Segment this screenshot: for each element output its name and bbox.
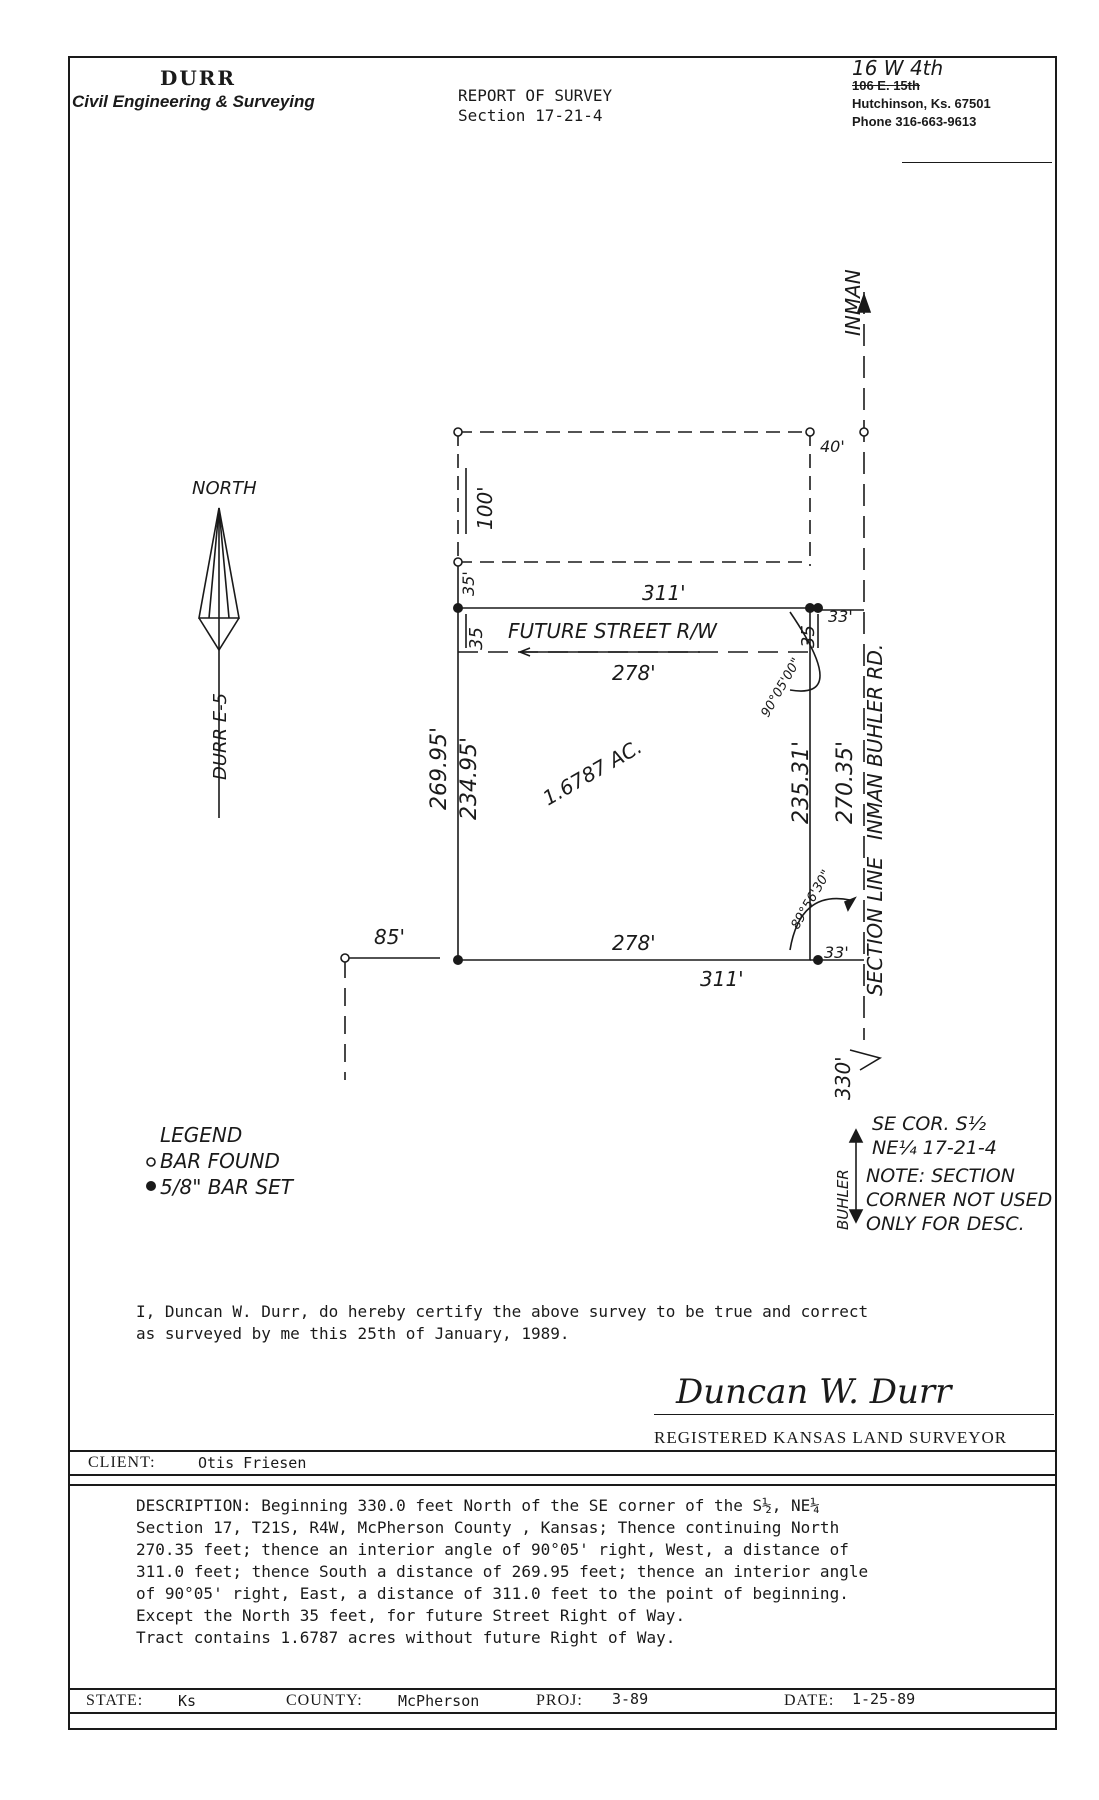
description-rule [70,1484,1055,1486]
state-label: STATE: [86,1692,144,1709]
bar-found-marker [454,428,462,436]
dim-35-top: 35' [459,571,478,596]
dim-26995: 269.95' [427,726,452,810]
report-title: REPORT OF SURVEY [458,86,613,105]
survey-marker [806,428,814,436]
dim-85: 85' [374,925,405,949]
inman-label: INMAN [841,269,865,336]
description-line: Section 17, T21S, R4W, McPherson County , Kansas; Thence continuing North [136,1518,840,1537]
client-label: CLIENT: [88,1454,156,1471]
survey-marker [147,1158,155,1166]
date-label: DATE: [784,1692,835,1709]
dim-33-bottom: 33' [824,943,849,962]
road-label: INMAN BUHLER RD. [863,643,887,840]
note-line2: CORNER NOT USED [866,1189,1053,1211]
survey-marker [813,603,823,613]
certification-line2: as surveyed by me this 25th of January, 1989. [136,1324,570,1343]
angle-top: 90°05'00" [758,655,805,720]
survey-marker [454,558,462,566]
county-value: McPherson [398,1692,480,1710]
bar-set-marker [453,603,463,613]
description-line: 311.0 feet; thence South a distance of 269.95 feet; thence an interior angle [136,1562,869,1581]
description-line: of 90°05' right, East, a distance of 311.0 feet to the point of beginning. [136,1584,849,1603]
dim-311-bottom: 311' [700,967,744,991]
legend-title: LEGEND [160,1123,243,1147]
survey-line [850,1130,862,1142]
note-line3: ONLY FOR DESC. [866,1213,1025,1235]
dim-35-left: 35 [466,627,487,650]
future-row-label: FUTURE STREET R/W [508,619,717,643]
dim-278-bottom: 278' [612,931,656,955]
date-value: 1-25-89 [852,1690,916,1708]
proj-label: PROJ: [536,1692,583,1709]
dim-40: 40' [820,437,845,456]
section-line-label: SECTION LINE [863,856,887,996]
buhler-label: BUHLER [834,1169,852,1230]
dim-2353: 235.31' [789,740,814,824]
surveyor-title: REGISTERED KANSAS LAND SURVEYOR [654,1428,1008,1447]
description-line: Except the North 35 feet, for future Street Right of Way. [136,1606,686,1625]
description-line: DESCRIPTION: Beginning 330.0 feet North of the SE corner of the S½, NE¼ [136,1496,820,1515]
legend-bar-found: BAR FOUND [160,1149,280,1173]
note-line1: NOTE: SECTION [866,1165,1015,1187]
report-section: Section 17-21-4 [458,106,603,125]
dim-278-top: 278' [612,661,656,685]
address-new: 16 W 4th [852,56,944,80]
description-line: 270.35 feet; thence an interior angle of 90°05' right, West, a distance of [136,1540,849,1559]
acreage-label: 1.6787 AC. [538,734,647,811]
description-line: Tract contains 1.6787 acres without future Right of Way. [136,1628,676,1647]
address-city: Hutchinson, Ks. 67501 [852,96,991,111]
survey-marker [813,955,823,965]
survey-marker [341,954,349,962]
dim-33-top: 33' [828,607,853,626]
proj-value: 3-89 [612,1690,649,1708]
surveyor-signature: Duncan W. Durr [676,1372,952,1412]
client-name: Otis Friesen [198,1454,307,1472]
dim-330: 330' [831,1056,855,1100]
dim-27035: 270.35' [833,740,858,824]
survey-marker [860,428,868,436]
vertical-ref-label: DURR E-5 [210,692,231,780]
dim-23495: 234.95' [457,736,482,820]
survey-marker [453,955,463,965]
dim-100: 100' [473,486,497,530]
company-name: DURR [160,66,237,90]
north-label: NORTH [192,478,257,499]
county-label: COUNTY: [286,1692,363,1709]
angle-bottom: 89°56'30" [788,867,835,932]
address-phone: Phone 316-663-9613 [852,114,977,129]
dim-311-top: 311' [642,581,686,605]
north-tract-line [458,432,810,566]
state-value: Ks [178,1692,197,1710]
se-corner-line2: NE¼ 17-21-4 [872,1137,997,1159]
address-old: 106 E. 15th [852,78,920,93]
dim-35-right: 35 [798,625,819,648]
legend-bar-set: 5/8" BAR SET [160,1175,293,1199]
se-corner-line1: SE COR. S½ [872,1113,987,1135]
certification-line1: I, Duncan W. Durr, do hereby certify the above survey to be true and correct [136,1302,869,1321]
survey-marker [146,1181,156,1191]
company-subtitle: Civil Engineering & Surveying [72,92,315,111]
signature-rule [654,1414,1054,1415]
